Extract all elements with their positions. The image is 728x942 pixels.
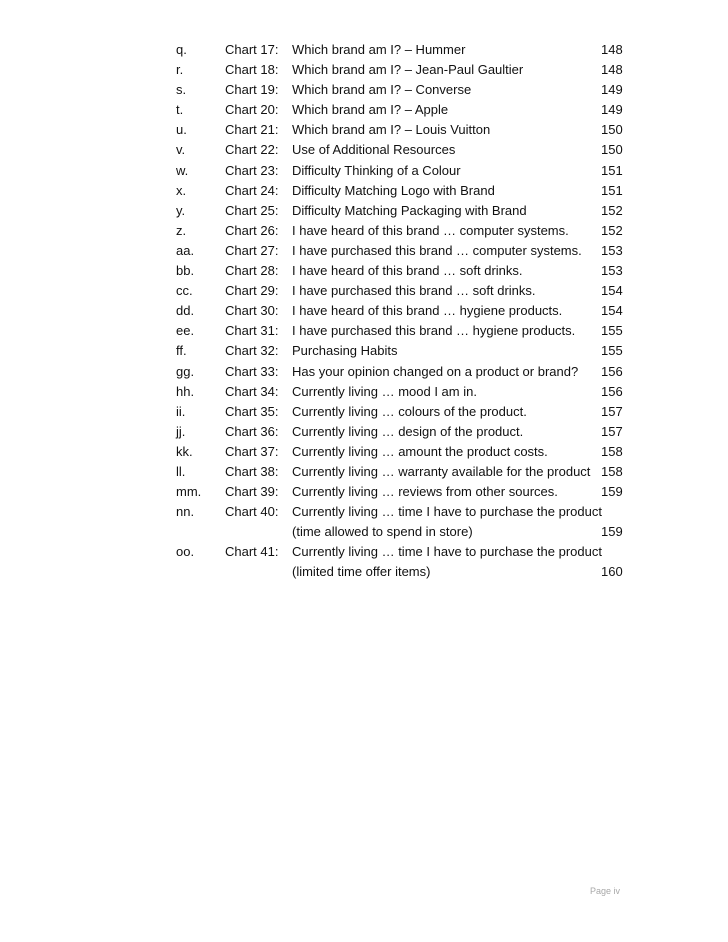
toc-entry-chart-number: Chart 31: xyxy=(225,323,279,339)
toc-entry-page-number: 152 xyxy=(601,222,623,238)
toc-entry-chart-number: Chart 32: xyxy=(225,343,279,359)
toc-entry-title-line: (limited time offer items) xyxy=(292,564,431,580)
toc-entry-chart-number: Chart 39: xyxy=(225,484,279,500)
toc-entry[interactable] xyxy=(176,161,624,181)
toc-entry-page-number: 148 xyxy=(601,62,623,78)
toc-entry[interactable] xyxy=(176,221,624,241)
toc-entry-chart-number: Chart 27: xyxy=(225,242,279,258)
toc-entry-title-line: Difficulty Matching Packaging with Brand xyxy=(292,202,527,218)
toc-entry-page-number: 158 xyxy=(601,443,623,459)
table-of-figures xyxy=(176,40,624,583)
toc-entry-chart-number: Chart 23: xyxy=(225,162,279,178)
toc-entry-title-line: Purchasing Habits xyxy=(292,343,398,359)
toc-entry-index: ee. xyxy=(176,323,195,339)
toc-entry-page-number: 160 xyxy=(601,564,623,580)
toc-entry[interactable] xyxy=(176,120,624,140)
toc-entry-page-number: 159 xyxy=(601,484,623,500)
toc-entry[interactable] xyxy=(176,100,624,120)
toc-entry[interactable] xyxy=(176,362,624,382)
toc-entry-index: bb. xyxy=(176,263,195,279)
toc-entry-chart-number: Chart 17: xyxy=(225,42,279,57)
toc-entry-page-number: 153 xyxy=(601,242,623,258)
toc-entry-chart-number: Chart 36: xyxy=(225,423,279,439)
toc-entry-index: v. xyxy=(176,142,186,158)
toc-entry-title-line: Which brand am I? – Apple xyxy=(292,102,449,118)
toc-entry-title xyxy=(292,402,601,422)
toc-entry-title xyxy=(292,60,601,80)
toc-entry-title-line: Difficulty Matching Logo with Brand xyxy=(292,182,495,198)
toc-entry[interactable] xyxy=(176,301,624,321)
toc-entry-title xyxy=(292,462,601,482)
toc-entry-title xyxy=(292,201,601,221)
toc-entry[interactable] xyxy=(176,281,624,301)
toc-entry-index: t. xyxy=(176,102,184,118)
toc-entry-title-line: Currently living … time I have to purchase the product xyxy=(292,504,602,520)
toc-entry-title xyxy=(292,261,601,281)
toc-entry-title xyxy=(292,40,601,60)
toc-entry[interactable] xyxy=(176,502,624,542)
toc-entry-title-line: Currently living … reviews from other sources. xyxy=(292,484,558,500)
toc-entry-chart-number: Chart 38: xyxy=(225,463,279,479)
toc-entry-index: x. xyxy=(176,182,187,198)
toc-entry-title xyxy=(292,100,601,120)
toc-entry-index: mm. xyxy=(176,484,202,500)
toc-entry-page-number: 156 xyxy=(601,363,623,379)
toc-entry-title-line: Use of Additional Resources xyxy=(292,142,456,158)
toc-entry[interactable] xyxy=(176,140,624,160)
toc-entry-page-number: 150 xyxy=(601,142,623,158)
toc-entry[interactable] xyxy=(176,482,624,502)
toc-entry-title xyxy=(292,140,601,160)
toc-entry-chart-number: Chart 21: xyxy=(225,122,279,138)
toc-entry-title-line: I have heard of this brand … hygiene products. xyxy=(292,303,563,319)
toc-entry-index: r. xyxy=(176,62,184,78)
toc-entry[interactable] xyxy=(176,382,624,402)
toc-entry-page-number: 149 xyxy=(601,82,623,98)
toc-entry-page-number: 150 xyxy=(601,122,623,138)
toc-entry-title xyxy=(292,221,601,241)
toc-entry-chart-number: Chart 20: xyxy=(225,102,279,118)
toc-entry-index: s. xyxy=(176,82,187,98)
toc-entry-index: u. xyxy=(176,122,187,138)
toc-entry-title-line: I have heard of this brand … computer systems. xyxy=(292,222,569,238)
toc-entry[interactable] xyxy=(176,321,624,341)
toc-entry[interactable] xyxy=(176,542,624,582)
toc-entry-page-number: 157 xyxy=(601,423,623,439)
toc-entry[interactable] xyxy=(176,261,624,281)
toc-entry-page-number: 152 xyxy=(601,202,623,218)
toc-entry-index: aa. xyxy=(176,242,195,258)
toc-entry-title xyxy=(292,281,601,301)
toc-entry-page-number: 154 xyxy=(601,283,623,299)
page-number-footer: Page iv xyxy=(589,886,620,896)
toc-entry-page-number: 157 xyxy=(601,403,623,419)
toc-entry-title-line: Difficulty Thinking of a Colour xyxy=(292,162,461,178)
toc-entry-title xyxy=(292,502,601,542)
toc-entry-index: nn. xyxy=(176,504,195,520)
toc-entry-page-number: 148 xyxy=(601,42,623,57)
toc-entry[interactable] xyxy=(176,201,624,221)
toc-entry-chart-number: Chart 22: xyxy=(225,142,279,158)
toc-entry-title xyxy=(292,442,601,462)
toc-entry-title-line: Currently living … warranty available for the product xyxy=(292,463,591,479)
toc-entry-chart-number: Chart 29: xyxy=(225,283,279,299)
toc-entry-chart-number: Chart 28: xyxy=(225,263,279,279)
toc-entry-title xyxy=(292,301,601,321)
toc-entry[interactable] xyxy=(176,402,624,422)
toc-entry-index: y. xyxy=(176,202,186,218)
toc-entry-index: ff. xyxy=(176,343,187,359)
toc-entry[interactable] xyxy=(176,181,624,201)
toc-entry-chart-number: Chart 33: xyxy=(225,363,279,379)
toc-entry-title-line: Which brand am I? – Hummer xyxy=(292,42,466,57)
toc-entry-title xyxy=(292,341,601,361)
toc-entry-index: jj. xyxy=(176,423,186,439)
toc-entry-page-number: 151 xyxy=(601,182,623,198)
toc-entry-chart-number: Chart 41: xyxy=(225,544,279,560)
toc-entry-title xyxy=(292,482,601,502)
toc-entry-title-line: I have purchased this brand … hygiene products. xyxy=(292,323,576,339)
toc-entry-title-line: Currently living … colours of the product. xyxy=(292,403,527,419)
toc-entry-title xyxy=(292,362,601,382)
toc-entry-page-number: 159 xyxy=(601,524,623,540)
toc-entry-title-line: Currently living … amount the product costs. xyxy=(292,443,548,459)
toc-entry[interactable] xyxy=(176,40,624,60)
toc-entry-index: w. xyxy=(176,162,189,178)
toc-entry-index: kk. xyxy=(176,443,193,459)
toc-entry-title xyxy=(292,161,601,181)
toc-entry-index: ll. xyxy=(176,463,186,479)
toc-entry-page-number: 158 xyxy=(601,463,623,479)
toc-entry[interactable] xyxy=(176,241,624,261)
toc-entry-index: ii. xyxy=(176,403,186,419)
toc-entry[interactable] xyxy=(176,341,624,361)
toc-entry-page-number: 154 xyxy=(601,303,623,319)
toc-entry-page-number: 149 xyxy=(601,102,623,118)
toc-entry-index: hh. xyxy=(176,383,195,399)
toc-entry[interactable] xyxy=(176,422,624,442)
toc-entry-title xyxy=(292,382,601,402)
toc-entry-page-number: 151 xyxy=(601,162,623,178)
toc-entry-chart-number: Chart 35: xyxy=(225,403,279,419)
toc-entry-chart-number: Chart 34: xyxy=(225,383,279,399)
toc-entry-chart-number: Chart 40: xyxy=(225,504,279,520)
toc-entry[interactable] xyxy=(176,60,624,80)
toc-entry-chart-number: Chart 26: xyxy=(225,222,279,238)
toc-entry-title xyxy=(292,422,601,442)
toc-entry-title-line: I have heard of this brand … soft drinks. xyxy=(292,263,523,279)
toc-entry-index: q. xyxy=(176,42,187,57)
toc-entry-title-line: (time allowed to spend in store) xyxy=(292,524,473,540)
toc-entry-title xyxy=(292,542,601,582)
toc-entry-title xyxy=(292,181,601,201)
toc-entry-index: dd. xyxy=(176,303,195,319)
toc-entry-title xyxy=(292,120,601,140)
toc-entry-index: cc. xyxy=(176,283,193,299)
toc-entry[interactable] xyxy=(176,442,624,462)
toc-entry-title-line: Which brand am I? – Jean-Paul Gaultier xyxy=(292,62,524,78)
toc-entry-title-line: I have purchased this brand … soft drinks. xyxy=(292,283,536,299)
toc-entry-page-number: 155 xyxy=(601,343,623,359)
toc-entry-page-number: 156 xyxy=(601,383,623,399)
toc-entry-title xyxy=(292,321,601,341)
toc-entry-title-line: Has your opinion changed on a product or brand? xyxy=(292,363,579,379)
toc-entry-title-line: Currently living … time I have to purchase the product xyxy=(292,544,602,560)
toc-entry-page-number: 155 xyxy=(601,323,623,339)
toc-entry[interactable] xyxy=(176,462,624,482)
toc-entry-title xyxy=(292,80,601,100)
toc-entry-index: oo. xyxy=(176,544,195,560)
toc-entry-title xyxy=(292,241,601,261)
toc-entry-chart-number: Chart 37: xyxy=(225,443,279,459)
toc-entry-title-line: Currently living … design of the product. xyxy=(292,423,524,439)
toc-entry-chart-number: Chart 30: xyxy=(225,303,279,319)
toc-entry-page-number: 153 xyxy=(601,263,623,279)
toc-entry-title-line: Currently living … mood I am in. xyxy=(292,383,477,399)
toc-entry-chart-number: Chart 24: xyxy=(225,182,279,198)
toc-entry-chart-number: Chart 25: xyxy=(225,202,279,218)
toc-entry[interactable] xyxy=(176,80,624,100)
toc-entry-title-line: Which brand am I? – Louis Vuitton xyxy=(292,122,491,138)
toc-entry-index: z. xyxy=(176,222,187,238)
toc-entry-title-line: Which brand am I? – Converse xyxy=(292,82,472,98)
toc-entry-title-line: I have purchased this brand … computer systems. xyxy=(292,242,582,258)
toc-entry-chart-number: Chart 19: xyxy=(225,82,279,98)
toc-entry-index: gg. xyxy=(176,363,195,379)
toc-entry-chart-number: Chart 18: xyxy=(225,62,279,78)
